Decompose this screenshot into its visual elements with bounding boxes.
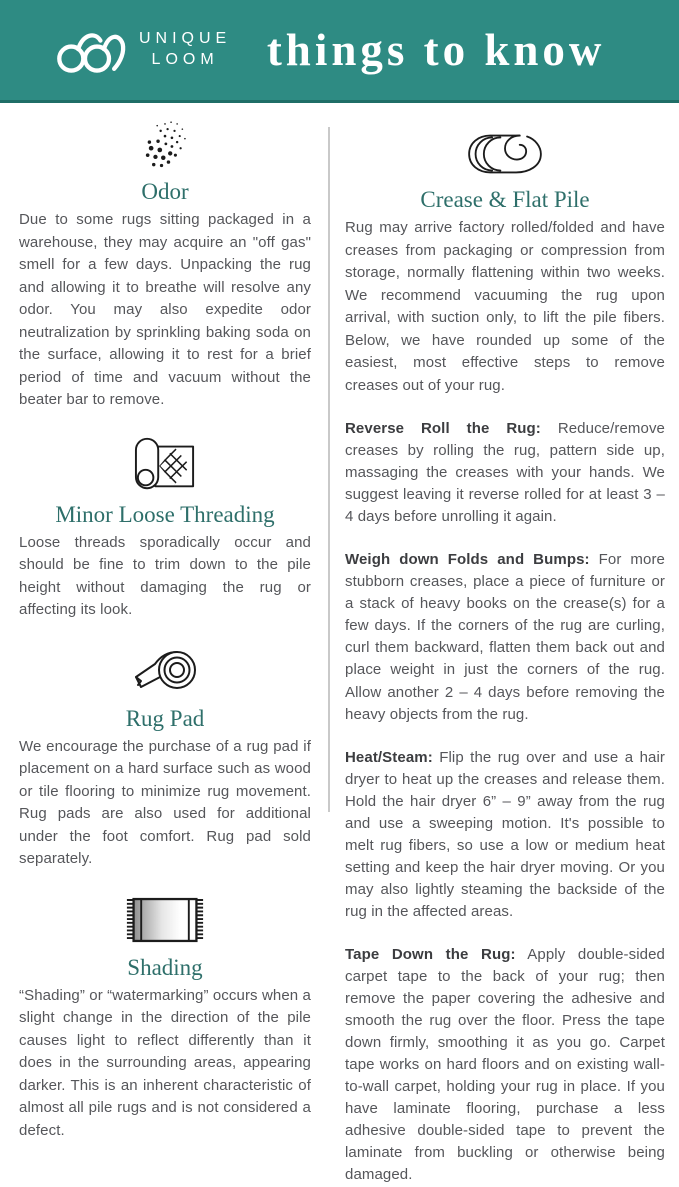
section-shading (19, 895, 311, 1143)
tip-lead-reverse-roll: Reverse Roll the Rug: (345, 420, 541, 437)
section-title-crease: Crease & Flat Pile (420, 187, 590, 212)
section-body-threading: Loose threads sporadically occur and should be fine to trim down to the pile height without damaging the rug or affecting its look. (19, 533, 311, 618)
section-body-crease: Rug may arrive factory rolled/folded and have creases from packaging or compression from storage, normally flattening within two weeks. We recommend vacuuming the rug upon arrival, with suction only, to lift the pile fibers. Below, we have rounded up some of the easiest, most effective steps to remove creases out of your rug. (345, 219, 665, 394)
shaded-rug-icon (19, 895, 311, 945)
tip-lead-weigh-down: Weigh down Folds and Bumps: (345, 551, 590, 569)
brand-line-1: UNIQUE (139, 30, 232, 48)
section-title-shading: Shading (127, 954, 203, 980)
page-title: things to know (266, 25, 606, 75)
rug-pad-roll-icon (19, 646, 311, 696)
brand-name (139, 29, 231, 71)
unique-loom-logo (55, 21, 231, 79)
header (0, 0, 679, 103)
tip-body-tape-down: Apply double-sided carpet tape to the back of your rug; then remove the paper covering the adhesive and smooth the rug over the floor. Press the tape down firmly, smoothing it as you go. Carpet tape works on hard floors and on existing wall-to-wall carpet, holding your rug in place. If you have laminate flooring, purchase a less adhesive double-sided tape to prevent the laminate from buckling or otherwise being damaged. (345, 945, 665, 1184)
section-minor-loose-threading (19, 436, 311, 622)
section-body-odor: Due to some rugs sitting packaged in a warehouse, they may acquire an "off gas" smell for a few days. Unpacking the rug and allowing it to breathe will resolve any odor. You may also expedite odor neutralization by sprinkling baking soda on the surface, allowing it to rest for a brief period of time and vacuum without the beater bar to remove. (19, 211, 311, 408)
tip-weigh-down (345, 549, 665, 725)
content (0, 103, 679, 1187)
rolled-rug-end-icon (345, 117, 665, 177)
tip-heat-steam (345, 747, 665, 923)
tip-body-reverse-roll: Reduce/remove creases by rolling the rug, pattern side up, massaging the creases with your hands. We suggest leaving it reverse rolled for at least 3 – 4 days before unrolling it again. (345, 420, 665, 526)
section-title-threading: Minor Loose Threading (55, 501, 275, 527)
section-title-rug-pad: Rug Pad (125, 705, 205, 731)
section-odor (19, 117, 311, 412)
tip-body-heat-steam: Flip the rug over and use a hair dryer to heat up the creases and release them. Hold the hair dryer 6” – 9” away from the rug and use a sweeping motion. It's possible to melt rug fibers, so use a low or medium heat setting and keep the hair dryer moving. Or you may also lightly steaming the backside of the rug in the affected areas. (345, 748, 665, 920)
section-body-shading: “Shading” or “watermarking” occurs when a slight change in the direction of the pile causes light to reflect differently than it does in the surrounding areas, appearing darker. This is an inherent characteristic of almost all pile rugs and is not considered a defect. (19, 986, 311, 1139)
section-body-rug-pad: We encourage the purchase of a rug pad if placement on a hard surface such as wood or tile flooring to minimize rug movement. Rug pads are also used for additional under the foot comfort. Rug pad sold separately. (19, 737, 311, 867)
tip-body-weigh-down: For more stubborn creases, place a piece of furniture or a stack of heavy books on the crease(s) for a few days. If the corners of the rug are curling, curl them backward, flatten them back out and place weight in just the corners of the rug. Allow another 2 – 4 days before removing the heavy objects from the rug. (345, 551, 665, 723)
tip-tape-down (345, 944, 665, 1187)
left-column (0, 103, 328, 1142)
section-crease-flat-pile (345, 117, 665, 397)
loom-loops-icon (55, 21, 127, 79)
odor-dots-icon (19, 117, 311, 169)
brand-line-2: LOOM (151, 51, 219, 68)
section-title-odor: Odor (141, 179, 189, 204)
right-column (328, 103, 679, 1187)
tip-reverse-roll (345, 418, 665, 528)
section-rug-pad (19, 646, 311, 871)
tip-lead-heat-steam: Heat/Steam: (345, 748, 433, 766)
tip-lead-tape-down: Tape Down the Rug: (345, 945, 516, 963)
rolled-rug-corner-icon (19, 436, 311, 492)
column-divider (328, 127, 330, 812)
